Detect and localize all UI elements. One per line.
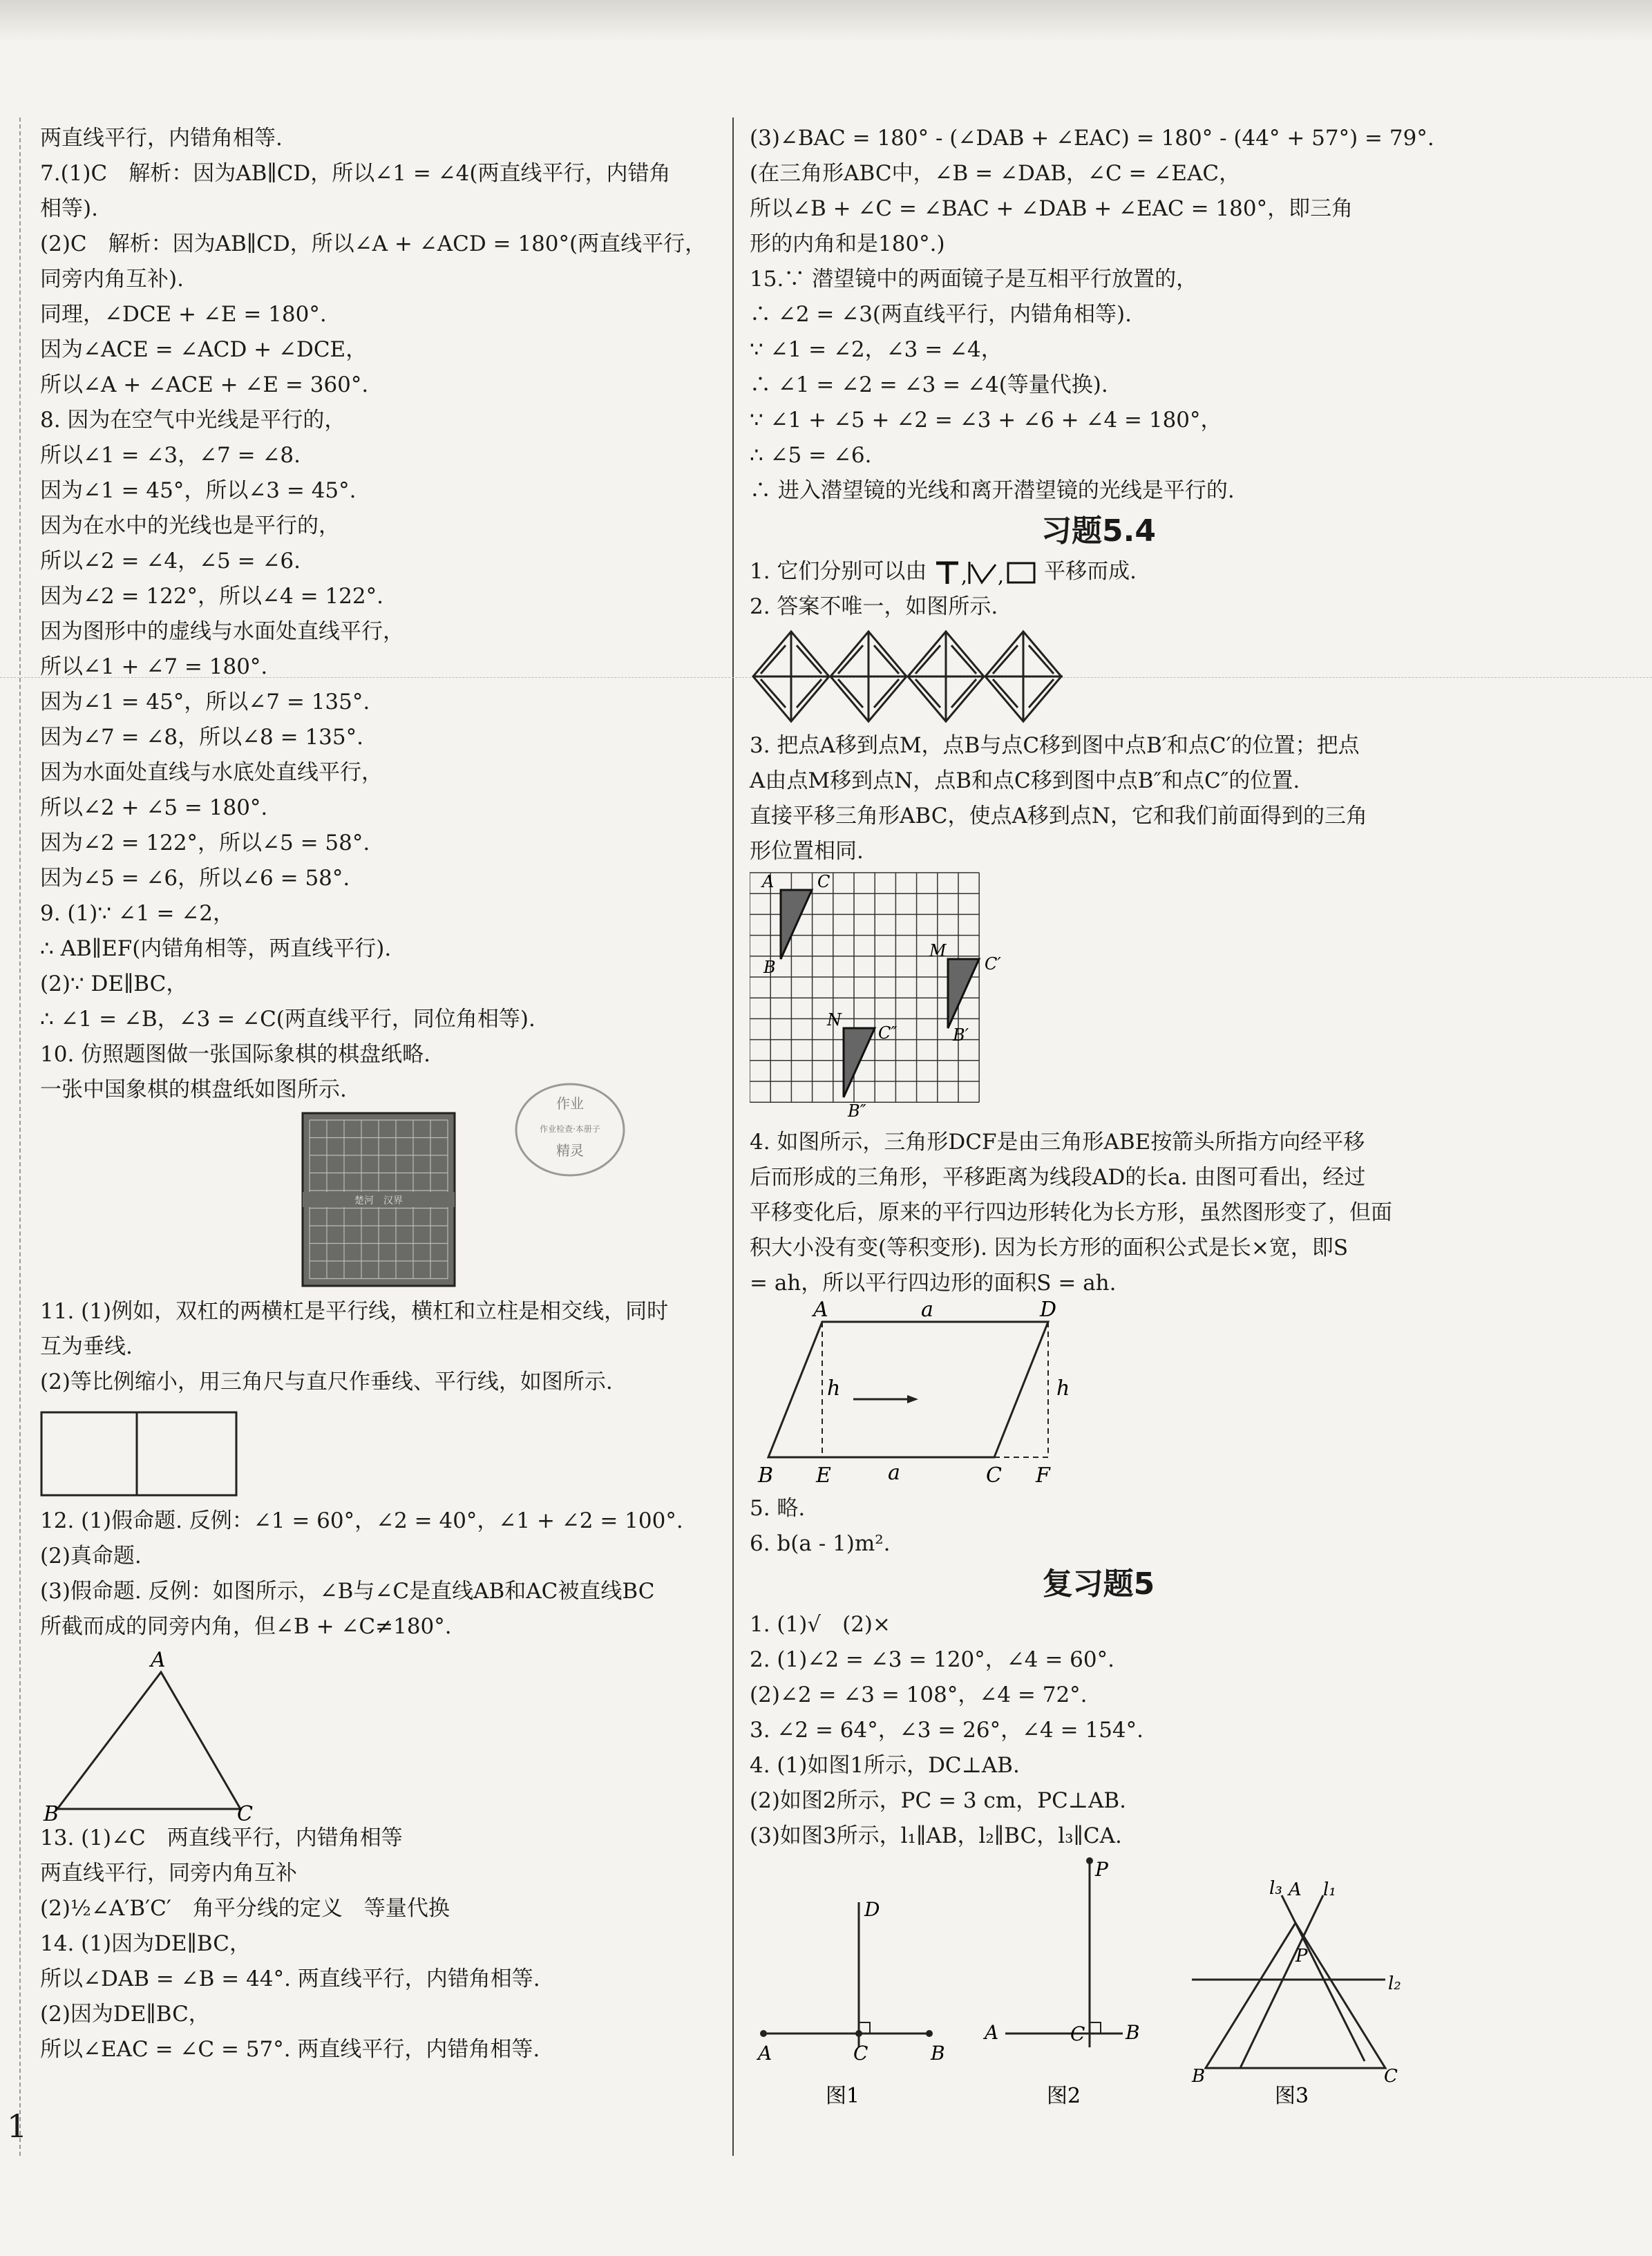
review-figures xyxy=(750,1854,1447,2116)
text-line: 14. (1)因为DE∥BC， xyxy=(40,1931,251,1956)
text-line: 因为水面处直线与水底处直线平行， xyxy=(40,760,383,785)
exercise-2-line: 2. 答案不唯一，如图所示. xyxy=(750,594,998,619)
answer-4 xyxy=(750,1125,1447,1301)
para-label-h-right: h xyxy=(1056,1376,1070,1401)
text-line: ∴ AB∥EF(内错角相等，两直线平行). xyxy=(40,936,392,961)
text-line: 3. ∠2 = 64°，∠3 = 26°，∠4 = 154°. xyxy=(750,1718,1143,1743)
text-line: 同理，∠DCE + ∠E = 180°. xyxy=(40,302,327,327)
answers-7-to-10 xyxy=(40,121,717,1108)
scaled-rectangle-figure xyxy=(40,1400,717,1504)
text-line: ∴ ∠1 = ∠B，∠3 = ∠C(两直线平行，同位角相等). xyxy=(40,1007,535,1032)
text-line: 积大小没有变(等积变形). 因为长方形的面积公式是长×宽，即S xyxy=(750,1235,1349,1260)
fig2-label-p: P xyxy=(1095,1858,1108,1881)
para-label-d: D xyxy=(1040,1301,1057,1322)
answers-13-14 xyxy=(40,1821,717,2067)
text-line: (2)等比例缩小，用三角尺与直尺作垂线、平行线，如图所示. xyxy=(40,1369,613,1394)
text-line: 12. (1)假命题. 反例：∠1 = 60°，∠2 = 40°，∠1 + ∠2 = 100°. xyxy=(40,1508,683,1533)
text-line: 因为∠2 = 122°，所以∠5 = 58°. xyxy=(40,831,370,855)
text-line: (2)因为DE∥BC， xyxy=(40,2002,210,2027)
chess-river-text: 楚河 汉界 xyxy=(354,1195,403,1206)
figure-3 xyxy=(1191,1878,1401,2108)
text-line: 2. (1)∠2 = ∠3 = 120°，∠4 = 60°. xyxy=(750,1647,1114,1672)
exercise-1-end: 平移而成. xyxy=(1044,559,1137,584)
grid-label-n: N xyxy=(827,1010,842,1030)
text-line: 因为∠7 = ∠8，所以∠8 = 135°. xyxy=(40,725,363,750)
text-line: 因为∠ACE = ∠ACD + ∠DCE， xyxy=(40,337,368,362)
stamp-text-3: 精灵 xyxy=(556,1142,584,1159)
grid-label-bprime: B′ xyxy=(953,1025,969,1045)
text-line: 因为∠5 = ∠6，所以∠6 = 58°. xyxy=(40,866,350,891)
binding-gutter xyxy=(19,117,21,2156)
fig2-label-a: A xyxy=(985,2021,999,2044)
figure-1 xyxy=(756,1898,945,2108)
text-line: (2)真命题. xyxy=(40,1544,142,1568)
text-line: 7.(1)C 解析：因为AB∥CD，所以∠1 = ∠4(两直线平行，内错角 xyxy=(40,161,671,186)
text-line: 两直线平行，同旁内角互补 xyxy=(40,1861,297,1886)
stamp-text-1: 作业 xyxy=(556,1095,584,1112)
text-line: 所以∠A + ∠ACE + ∠E = 360°. xyxy=(40,372,369,397)
para-label-a-top: a xyxy=(921,1301,933,1322)
answer-3 xyxy=(750,728,1447,869)
text-line: 一张中国象棋的棋盘纸如图所示. xyxy=(40,1077,347,1102)
text-line: 两直线平行，内错角相等. xyxy=(40,126,283,151)
page-number: 1 xyxy=(7,2107,28,2145)
column-divider xyxy=(732,117,734,2156)
parallelogram-figure xyxy=(750,1301,1447,1491)
para-label-a: A xyxy=(813,1301,828,1322)
text-line: 8. 因为在空气中光线是平行的， xyxy=(40,408,346,433)
text-line: 10. 仿照题图做一张国际象棋的棋盘纸略. xyxy=(40,1042,431,1067)
answer-11 xyxy=(40,1294,717,1400)
text-line: 6. b(a - 1)m². xyxy=(750,1531,891,1556)
fig2-label-b: B xyxy=(1126,2021,1140,2044)
text-line: 所以∠2 = ∠4，∠5 = ∠6. xyxy=(40,549,301,574)
fig3-label-a: A xyxy=(1289,1879,1302,1900)
para-label-b: B xyxy=(758,1463,774,1488)
answers-14-3-and-15 xyxy=(750,121,1447,509)
text-line: 直接平移三角形ABC，使点A移到点N，它和我们前面得到的三角 xyxy=(750,804,1367,828)
fig3-caption: 图3 xyxy=(1275,2084,1309,2108)
fig3-label-c: C xyxy=(1384,2066,1398,2087)
answer-12 xyxy=(40,1504,717,1644)
grid-label-b: B xyxy=(763,958,776,977)
text-line: (在三角形ABC中，∠B = ∠DAB，∠C = ∠EAC， xyxy=(750,161,1241,186)
text-line: 4. (1)如图1所示，DC⊥AB. xyxy=(750,1753,1020,1778)
review-answers xyxy=(750,1607,1447,1854)
text-line: 所以∠DAB = ∠B = 44°. 两直线平行，内错角相等. xyxy=(40,1966,540,1991)
text-line: 所以∠1 = ∠3，∠7 = ∠8. xyxy=(40,443,301,468)
zigzag-triangles-figure xyxy=(750,625,1447,728)
section-title-5-4: 习题5.4 xyxy=(1041,513,1156,549)
text-line: ∵ ∠1 = ∠2，∠3 = ∠4， xyxy=(750,337,1003,362)
grid-label-bdoubleprime: B″ xyxy=(848,1101,866,1121)
text-line: 11. (1)例如，双杠的两横杠是平行线，横杠和立柱是相交线，同时 xyxy=(40,1299,669,1324)
text-line: 因为∠1 = 45°，所以∠7 = 135°. xyxy=(40,690,370,714)
scan-edge xyxy=(0,0,1652,41)
fig3-label-l1: l₁ xyxy=(1323,1879,1336,1900)
grid-label-m: M xyxy=(929,941,947,960)
text-line: 后而形成的三角形，平移距离为线段AD的长a. 由图可看出，经过 xyxy=(750,1165,1366,1190)
text-line: (2)∠2 = ∠3 = 108°，∠4 = 72°. xyxy=(750,1682,1088,1707)
text-line: (2)½∠A′B′C′ 角平分线的定义 等量代换 xyxy=(40,1896,450,1921)
para-label-h-left: h xyxy=(827,1376,841,1401)
para-label-f: F xyxy=(1036,1463,1050,1488)
grid-label-a: A xyxy=(762,872,775,891)
text-line: ∴ ∠1 = ∠2 = ∠3 = ∠4(等量代换). xyxy=(750,372,1108,397)
fig1-caption: 图1 xyxy=(826,2084,860,2108)
grid-label-c: C xyxy=(817,872,830,891)
text-line: ∴ ∠5 = ∠6. xyxy=(750,443,872,468)
figure-2 xyxy=(982,1857,1140,2108)
text-line: (3)假命题. 反例：如图所示，∠B与∠C是直线AB和AC被直线BC xyxy=(40,1579,655,1604)
tri-label-b: B xyxy=(44,1802,59,1821)
text-line: 因为∠1 = 45°，所以∠3 = 45°. xyxy=(40,478,357,503)
text-line: 所以∠EAC = ∠C = 57°. 两直线平行，内错角相等. xyxy=(40,2037,540,2062)
text-line: (3)∠BAC = 180° - (∠DAB + ∠EAC) = 180° - (44° + 57°) = 79°. xyxy=(750,126,1434,151)
text-line: 1. (1)√ (2)× xyxy=(750,1612,891,1637)
text-line: 13. (1)∠C 两直线平行，内错角相等 xyxy=(40,1826,403,1850)
text-line: 9. (1)∵ ∠1 = ∠2， xyxy=(40,901,234,926)
text-line: A由点M移到点N，点B和点C移到图中点B″和点C″的位置. xyxy=(750,768,1300,793)
text-line: 互为垂线. xyxy=(40,1334,133,1359)
text-line: 15.∵ 潜望镜中的两面镜子是互相平行放置的， xyxy=(750,267,1198,292)
text-line: 4. 如图所示，三角形DCF是由三角形ABE按箭头所指方向经平移 xyxy=(750,1130,1365,1155)
text-line: (3)如图3所示，l₁∥AB，l₂∥BC，l₃∥CA. xyxy=(750,1823,1122,1848)
exercise-1-line xyxy=(750,554,1447,589)
triangle-abc-figure xyxy=(40,1644,717,1821)
homework-stamp xyxy=(511,1078,629,1182)
svg-text:,: , xyxy=(998,564,1005,587)
text-line: (2)∵ DE∥BC， xyxy=(40,971,188,996)
text-line: (2)C 解析：因为AB∥CD，所以∠A + ∠ACD = 180°(两直线平行， xyxy=(40,231,707,256)
fig3-label-l3: l₃ xyxy=(1269,1878,1282,1899)
text-line: 所以∠1 + ∠7 = 180°. xyxy=(40,654,268,679)
text-line: 平移变化后，原来的平行四边形转化为长方形，虽然图形变了，但面 xyxy=(750,1200,1392,1225)
translation-shapes-icon xyxy=(933,559,1037,587)
text-line: 同旁内角互补). xyxy=(40,267,184,292)
text-line: 相等). xyxy=(40,196,98,221)
grid-label-cprime: C′ xyxy=(985,954,1001,974)
fig2-label-c: C xyxy=(1070,2022,1085,2045)
para-label-c: C xyxy=(986,1463,1002,1488)
fig2-caption: 图2 xyxy=(1047,2084,1081,2108)
exercise-1-text: 1. 它们分别可以由 xyxy=(750,559,927,584)
text-line: 因为图形中的虚线与水面处直线平行， xyxy=(40,619,404,644)
text-line: 5. 略. xyxy=(750,1496,806,1521)
text-line: 因为在水中的光线也是平行的， xyxy=(40,513,340,538)
text-line: ∵ ∠1 + ∠5 + ∠2 = ∠3 + ∠6 + ∠4 = 180°， xyxy=(750,408,1222,433)
fig3-label-l2: l₂ xyxy=(1388,1973,1401,1994)
right-column xyxy=(750,121,1447,2116)
text-line: ∴ ∠2 = ∠3(两直线平行，内错角相等). xyxy=(750,302,1132,327)
fig3-label-p: P xyxy=(1295,1946,1308,1966)
text-line: (2)如图2所示，PC = 3 cm，PC⊥AB. xyxy=(750,1788,1126,1813)
fig1-label-d: D xyxy=(864,1898,880,1921)
grid-label-cdoubleprime: C″ xyxy=(878,1023,898,1043)
answers-5-6 xyxy=(750,1491,1447,1562)
tri-label-c: C xyxy=(237,1802,253,1821)
text-line: 所截而成的同旁内角，但∠B + ∠C≠180°. xyxy=(40,1614,452,1639)
fig1-label-c: C xyxy=(853,2042,868,2065)
text-line: 形的内角和是180°.) xyxy=(750,231,945,256)
fig1-label-a: A xyxy=(758,2042,772,2065)
section-title-review-5: 复习题5 xyxy=(1042,1566,1155,1602)
text-line: ∴ 进入潜望镜的光线和离开潜望镜的光线是平行的. xyxy=(750,478,1235,503)
text-line: 所以∠2 + ∠5 = 180°. xyxy=(40,795,268,820)
text-line: = ah，所以平行四边形的面积S = ah. xyxy=(750,1271,1117,1296)
para-label-e: E xyxy=(816,1463,831,1488)
text-line: 形位置相同. xyxy=(750,839,864,864)
tri-label-a: A xyxy=(151,1648,166,1672)
svg-text:,: , xyxy=(961,564,968,587)
para-label-a-bottom: a xyxy=(888,1461,900,1485)
stamp-text-2: 作业检查·本册子 xyxy=(540,1124,600,1134)
fig1-label-b: B xyxy=(931,2042,945,2065)
text-line: 3. 把点A移到点M，点B与点C移到图中点B′和点C′的位置；把点 xyxy=(750,733,1360,758)
translation-grid-figure xyxy=(750,869,1447,1125)
text-line: 所以∠B + ∠C = ∠BAC + ∠DAB + ∠EAC = 180°，即三角 xyxy=(750,196,1354,221)
fig3-label-b: B xyxy=(1192,2066,1206,2087)
text-line: 因为∠2 = 122°，所以∠4 = 122°. xyxy=(40,584,383,609)
